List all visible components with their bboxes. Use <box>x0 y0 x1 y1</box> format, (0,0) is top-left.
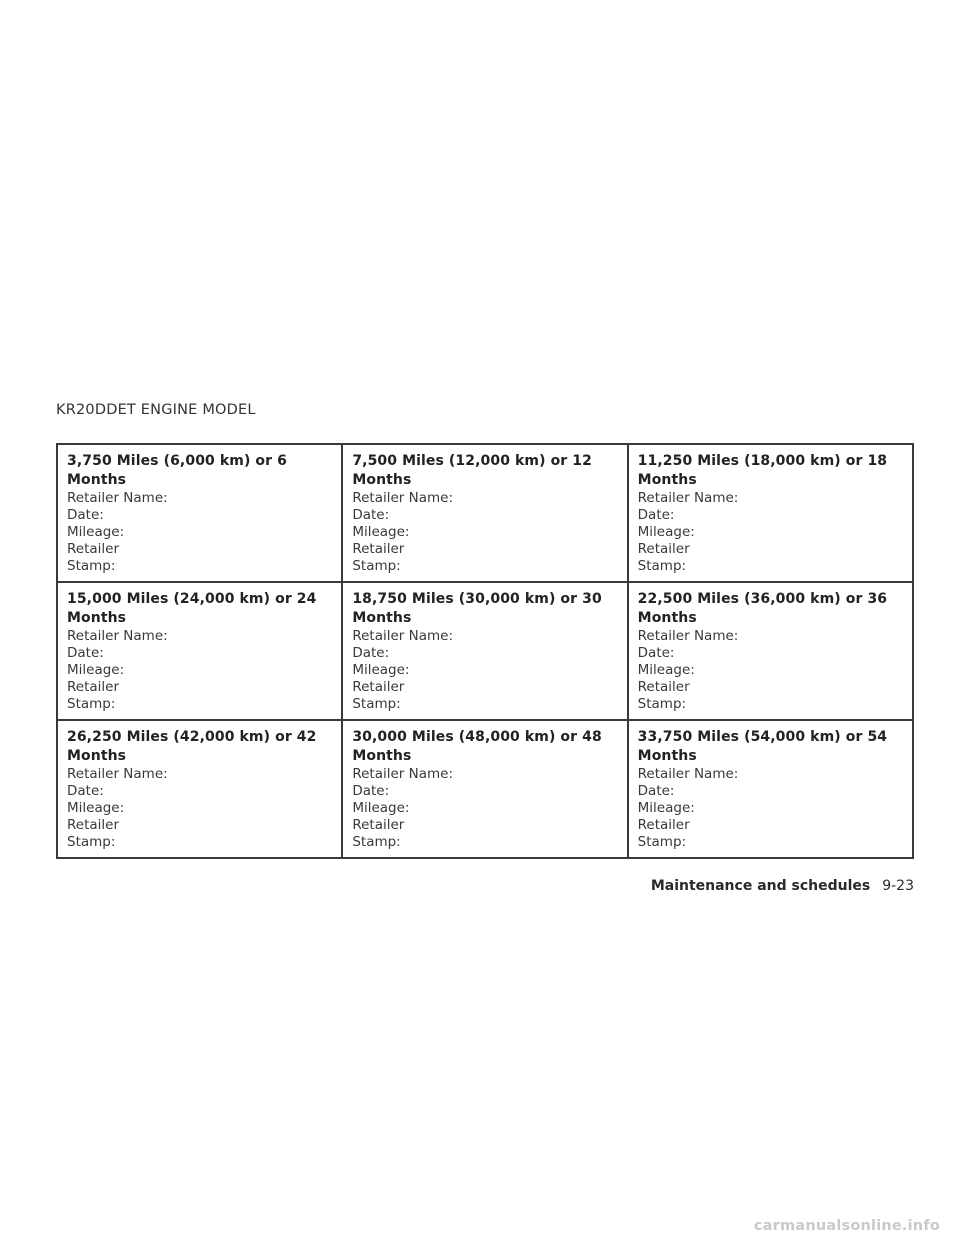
field-label-mileage: Mileage: <box>352 524 410 540</box>
heading-line: Months <box>637 610 697 626</box>
page-number: 9-23 <box>882 878 914 894</box>
field-label-retailer-name: Retailer Name: <box>352 766 453 782</box>
service-interval-cell <box>628 444 913 582</box>
section-title: KR20DDET ENGINE MODEL <box>56 402 256 418</box>
heading-line: Months <box>67 472 127 488</box>
field-label-retailer: Retailer <box>352 817 405 833</box>
table-body <box>57 444 913 858</box>
field-label-retailer: Retailer <box>352 679 405 695</box>
heading-line: 3,750 Miles (6,000 km) or 6 <box>67 453 287 469</box>
service-interval-heading <box>638 590 904 628</box>
heading-line: Months <box>637 472 697 488</box>
field-label-mileage: Mileage: <box>637 662 695 678</box>
record-fields <box>67 766 333 851</box>
field-label-date: Date: <box>352 507 390 523</box>
record-fields <box>67 628 333 713</box>
page-footer <box>651 878 914 894</box>
field-label-retailer: Retailer <box>637 817 690 833</box>
service-interval-heading <box>352 452 618 490</box>
field-label-stamp: Stamp: <box>67 834 116 850</box>
field-label-date: Date: <box>637 783 675 799</box>
field-label-retailer: Retailer <box>352 541 405 557</box>
record-fields <box>67 490 333 575</box>
service-interval-heading <box>638 452 904 490</box>
service-interval-cell <box>628 582 913 720</box>
heading-line: 33,750 Miles (54,000 km) or 54 <box>637 729 888 745</box>
heading-line: 30,000 Miles (48,000 km) or 48 <box>352 729 602 745</box>
field-label-mileage: Mileage: <box>67 524 125 540</box>
record-fields <box>352 766 618 851</box>
field-label-mileage: Mileage: <box>637 800 695 816</box>
service-interval-heading <box>67 452 333 490</box>
table-row <box>57 444 913 582</box>
service-interval-heading <box>352 590 618 628</box>
field-label-retailer-name: Retailer Name: <box>637 766 739 782</box>
field-label-retailer-name: Retailer Name: <box>67 766 168 782</box>
field-label-date: Date: <box>67 507 104 523</box>
field-label-date: Date: <box>352 783 390 799</box>
footer-section-title: Maintenance and schedules <box>650 878 871 894</box>
maintenance-record-table <box>56 443 914 859</box>
field-label-retailer: Retailer <box>637 679 690 695</box>
field-label-stamp: Stamp: <box>352 558 401 574</box>
service-interval-cell <box>628 720 913 858</box>
heading-line: 15,000 Miles (24,000 km) or 24 <box>67 591 317 607</box>
field-label-stamp: Stamp: <box>637 834 687 850</box>
field-label-stamp: Stamp: <box>67 558 116 574</box>
field-label-retailer-name: Retailer Name: <box>67 628 168 644</box>
heading-line: Months <box>67 748 127 764</box>
heading-line: 11,250 Miles (18,000 km) or 18 <box>637 453 888 469</box>
service-interval-cell <box>57 582 342 720</box>
heading-line: Months <box>352 472 412 488</box>
service-interval-heading <box>67 590 333 628</box>
field-label-retailer-name: Retailer Name: <box>67 490 168 506</box>
table-row <box>57 582 913 720</box>
service-interval-cell <box>57 720 342 858</box>
record-fields <box>352 490 618 575</box>
field-label-date: Date: <box>67 645 104 661</box>
table-row <box>57 720 913 858</box>
service-interval-heading <box>67 728 333 766</box>
field-label-date: Date: <box>637 645 675 661</box>
field-label-retailer-name: Retailer Name: <box>637 628 739 644</box>
field-label-stamp: Stamp: <box>352 696 401 712</box>
heading-line: 7,500 Miles (12,000 km) or 12 <box>352 453 592 469</box>
service-interval-cell <box>342 720 627 858</box>
field-label-retailer: Retailer <box>67 541 120 557</box>
field-label-stamp: Stamp: <box>637 696 687 712</box>
heading-line: 26,250 Miles (42,000 km) or 42 <box>67 729 317 745</box>
field-label-retailer-name: Retailer Name: <box>352 490 453 506</box>
service-interval-cell <box>342 444 627 582</box>
service-interval-cell <box>342 582 627 720</box>
field-label-mileage: Mileage: <box>637 524 695 540</box>
field-label-mileage: Mileage: <box>67 662 125 678</box>
heading-line: Months <box>637 748 697 764</box>
heading-line: 18,750 Miles (30,000 km) or 30 <box>352 591 602 607</box>
field-label-retailer-name: Retailer Name: <box>352 628 453 644</box>
record-fields <box>352 628 618 713</box>
service-interval-heading <box>352 728 618 766</box>
field-label-stamp: Stamp: <box>352 834 401 850</box>
field-label-date: Date: <box>67 783 104 799</box>
field-label-retailer: Retailer <box>67 679 120 695</box>
watermark: carmanualsonline.info <box>753 1218 940 1234</box>
field-label-stamp: Stamp: <box>637 558 687 574</box>
field-label-retailer: Retailer <box>637 541 690 557</box>
field-label-date: Date: <box>637 507 675 523</box>
field-label-mileage: Mileage: <box>67 800 125 816</box>
record-fields <box>638 628 904 713</box>
field-label-mileage: Mileage: <box>352 800 410 816</box>
field-label-mileage: Mileage: <box>352 662 410 678</box>
heading-line: Months <box>352 610 412 626</box>
field-label-retailer: Retailer <box>67 817 120 833</box>
field-label-stamp: Stamp: <box>67 696 116 712</box>
heading-line: 22,500 Miles (36,000 km) or 36 <box>637 591 888 607</box>
heading-line: Months <box>352 748 412 764</box>
field-label-date: Date: <box>352 645 390 661</box>
record-fields <box>638 766 904 851</box>
service-interval-cell <box>57 444 342 582</box>
field-label-retailer-name: Retailer Name: <box>637 490 739 506</box>
heading-line: Months <box>67 610 127 626</box>
record-fields <box>638 490 904 575</box>
service-interval-heading <box>638 728 904 766</box>
